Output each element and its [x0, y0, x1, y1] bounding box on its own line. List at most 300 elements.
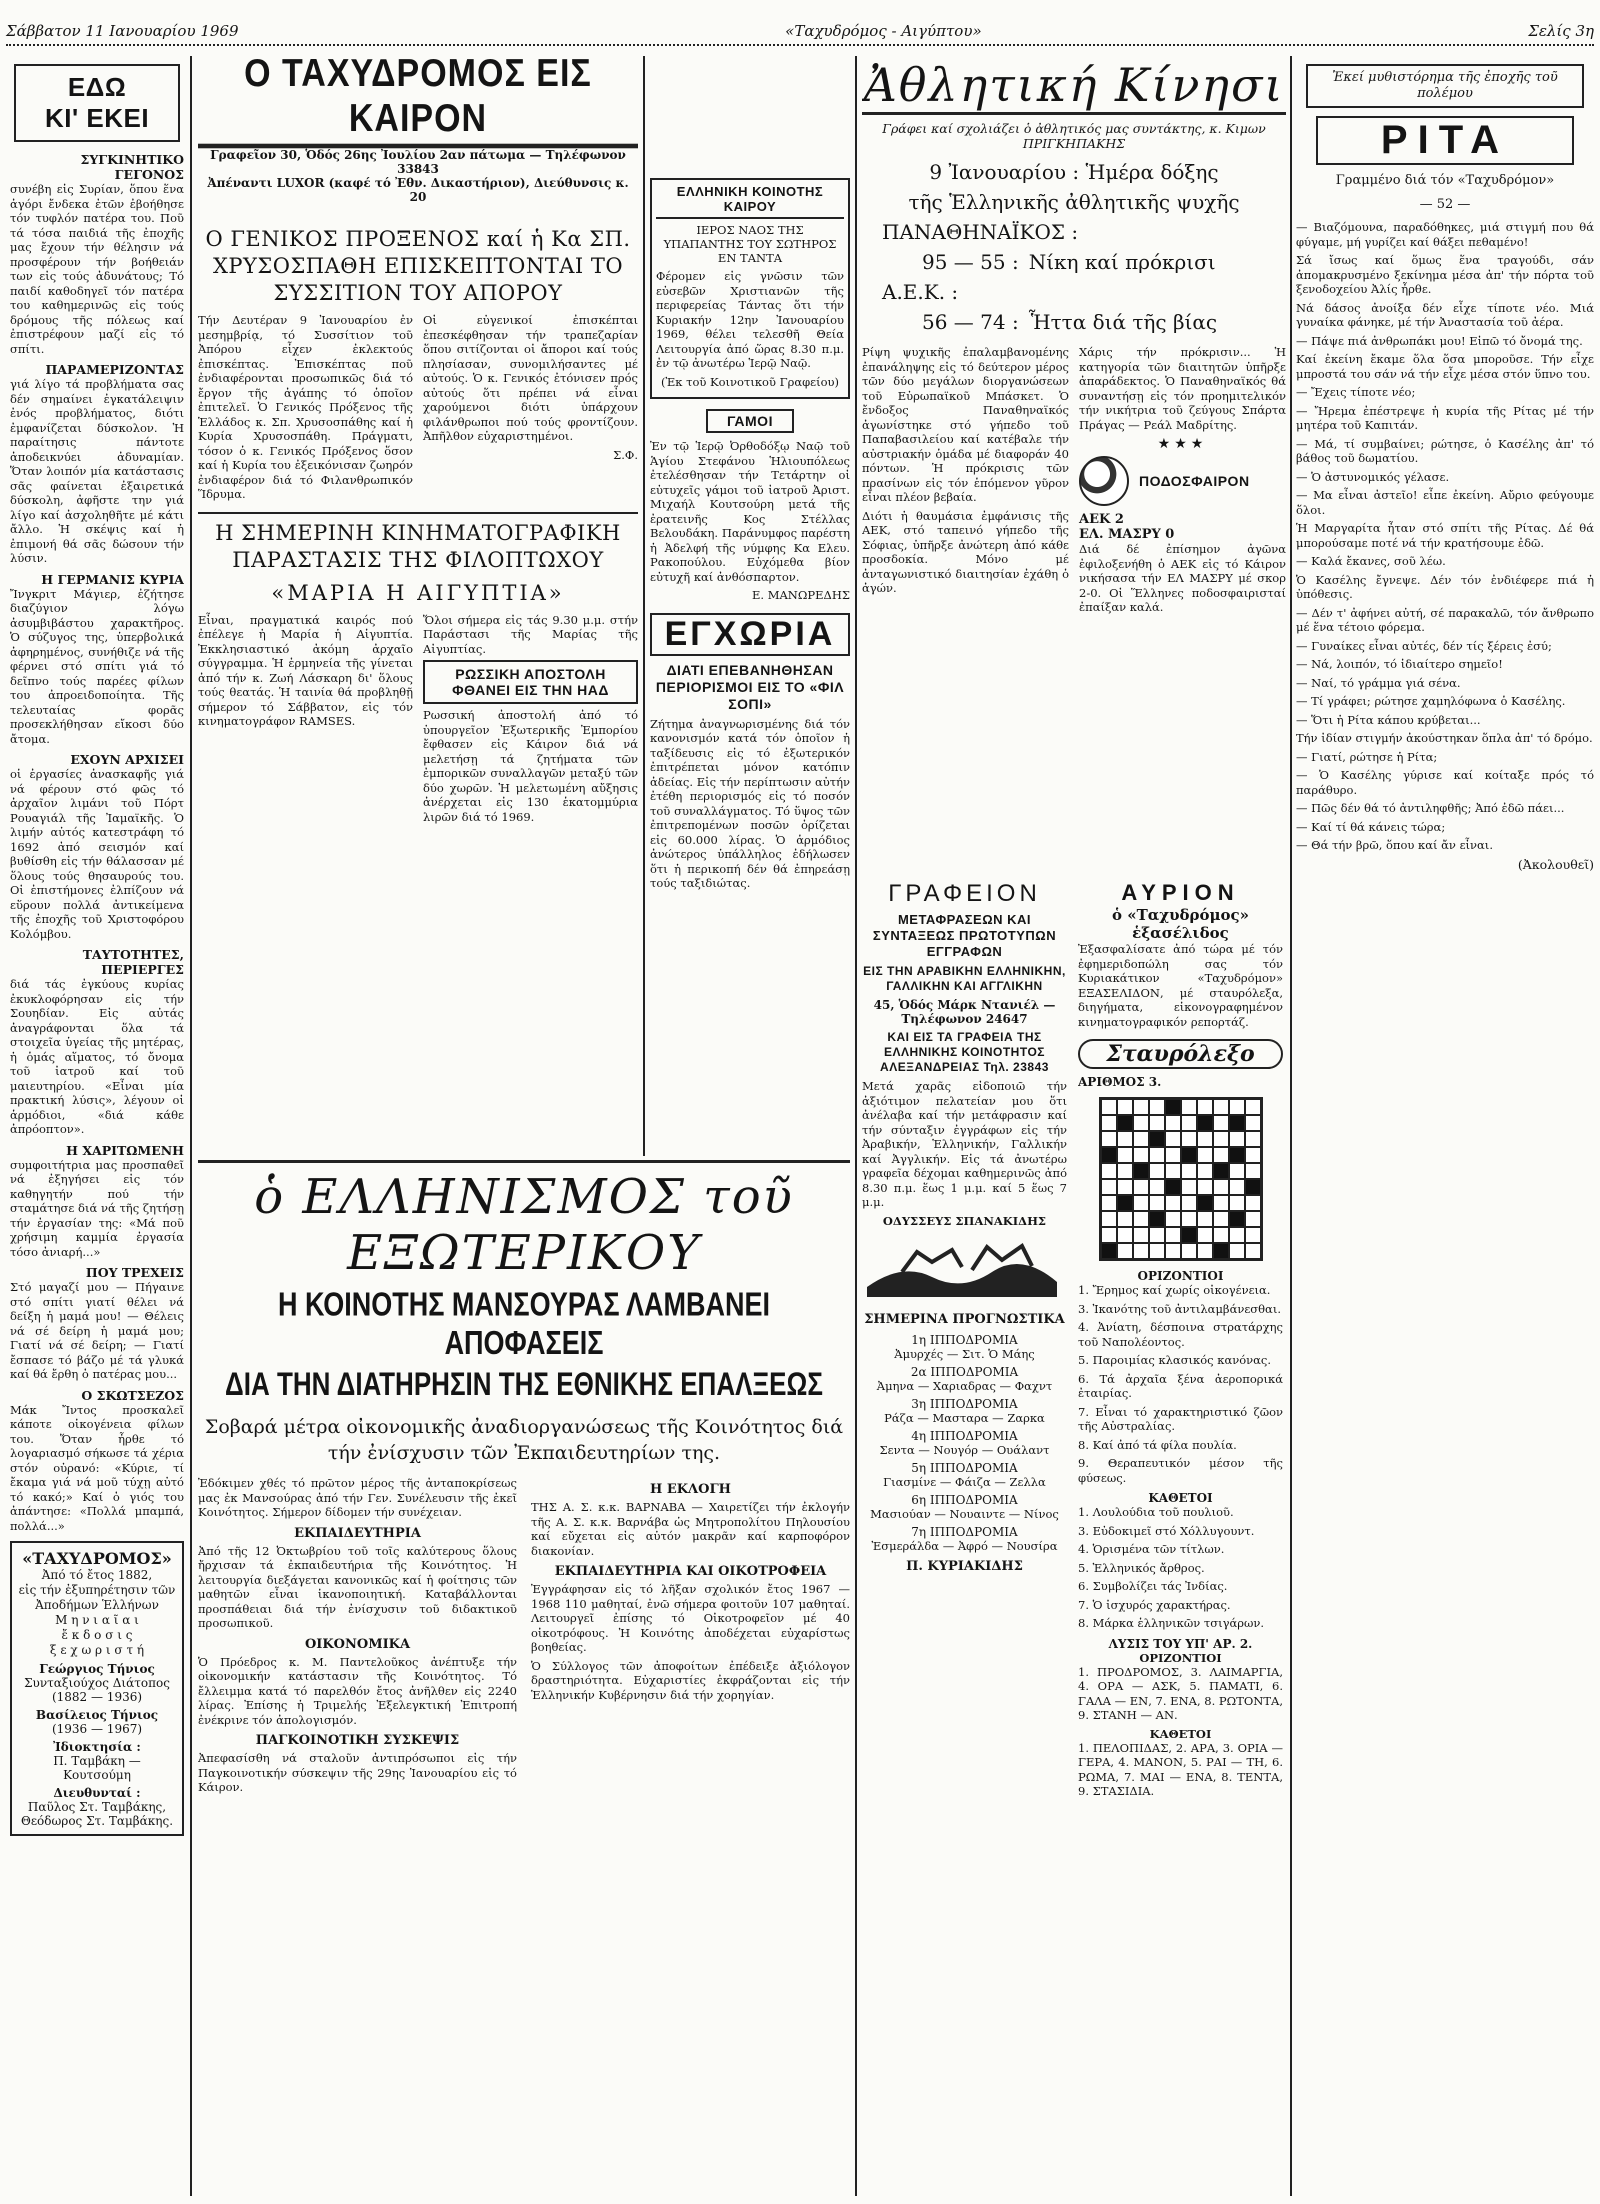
column-translations: [862, 880, 1067, 2180]
novel-paragraph: — Ἔχεις τίποτε νέο;: [1296, 385, 1416, 399]
crossword-white-cell: [1117, 1243, 1133, 1259]
crossword-black-cell: [1165, 1099, 1181, 1115]
brief-heading: Η ΧΑΡΙΤΩΜΕΝΗ: [66, 1142, 184, 1158]
mansoura-subheading: ΠΑΓΚΟΙΝΟΤΙΚΗ ΣΥΣΚΕΨΙΣ: [255, 1733, 460, 1748]
crossword-white-cell: [1165, 1211, 1181, 1227]
race-predictions: [862, 1333, 1067, 1553]
info-box-line: Ἀπό τό ἔτος 1882,: [41, 1568, 153, 1582]
owner-label: Ἰδιοκτησία :: [53, 1740, 141, 1754]
crossword-white-cell: [1117, 1163, 1133, 1179]
crossword-white-cell: [1245, 1211, 1261, 1227]
race-picks: Ἀμηνα — Χαριαδρας — Φαχντ: [876, 1379, 1053, 1393]
crossword-white-cell: [1117, 1227, 1133, 1243]
horizontal-clue: 7. Εἶναι τό χαρακτηριστικό ζῶον τῆς Αὐστραλίας.: [1078, 1404, 1283, 1433]
novel-paragraph: — Πάψε πιά ἀνθρωπάκι μου! Εἰπῶ τό ὄνομά της.: [1296, 333, 1583, 348]
avrion-subtitle: ὁ «Ταχυδρόμος»: [1111, 906, 1250, 924]
novel-continued: (Ἀκολουθεῖ): [1517, 856, 1594, 872]
crossword-white-cell: [1149, 1099, 1165, 1115]
crossword-white-cell: [1197, 1227, 1213, 1243]
headline-cinema-film: «ΜΑΡΙΑ Η ΑΙΓΥΠΤΙΑ»: [271, 580, 565, 605]
brief-text: οἱ ἐργασίες ἀνασκαφῆς γιά νά φέρουν στό φῶς τό ἀρχαῖον λιμάνι τοῦ Πόρτ Ρουαγιάλ τῆς Ἰαμαϊκῆς. Ὁ λιμήν αὐτός κατεστράφη τό 1692 ἀπό σεισμόν καί βυθίσθη εἰς τήν θάλασσαν μέ ὅλους τούς θησαυρούς του. Οἱ ἐπιστήμονες ἐλπίζουν νά εὕρουν πολλά ἀντικείμενα τῆς ἐποχῆς τοῦ Χριστοφόρου Κολόμβου.: [10, 767, 184, 941]
crossword-white-cell: [1149, 1115, 1165, 1131]
cairo-masthead: Ο ΤΑΧΥΔΡΟΜΟΣ ΕΙΣ ΚΑΙΡΟΝ: [198, 58, 638, 148]
mansoura-right-column: [531, 1476, 850, 1799]
race-picks: Σεντα — Νουγόρ — Ουάλαντ: [879, 1443, 1050, 1457]
race-label: 2α ΙΠΠΟΔΡΟΜΙΑ: [910, 1365, 1019, 1379]
community-notice: [650, 178, 850, 399]
eghoria-heading: ΕΓΧΩΡΙΑ: [650, 613, 850, 656]
mansoura-paragraph: Ἐγγράφησαν εἰς τό λῆξαν σχολικόν ἔτος 1967 — 1968 110 μαθηταί, ἐνῶ σήμερα φοιτοῦν 107 μαθηταί. Λειτουργεῖ ἐπίσης τό Οἰκοτροφεῖον μέ 40 οἰκοτρόφους. Ἡ Κοινότης ἀποδέχεται εὐχαρίστως βοηθείας.: [531, 1582, 850, 1654]
novel-intro-box: Ἐκεί μυθιστόρημα τῆς ἐποχῆς τοῦ πολέμου: [1306, 64, 1584, 108]
novel-paragraph: — Γυναίκες εἶναι αὐτές, δέν τίς ξέρεις ἐσύ;: [1296, 638, 1552, 653]
crossword-white-cell: [1101, 1115, 1117, 1131]
crossword-white-cell: [1213, 1179, 1229, 1195]
race-label: 7η ΙΠΠΟΔΡΟΜΙΑ: [911, 1525, 1018, 1539]
crossword-white-cell: [1149, 1243, 1165, 1259]
novel-paragraph: — Ὅτι ἡ Ρίτα κάπου κρύβεται...: [1296, 712, 1481, 727]
crossword-white-cell: [1213, 1147, 1229, 1163]
consul-article: [198, 313, 638, 506]
community-notice-head: ΕΛΛΗΝΙΚΗ ΚΟΙΝΟΤΗΣ ΚΑΙΡΟΥ: [656, 184, 844, 219]
column-rita-novel: [1296, 58, 1594, 2198]
info-box-lines: [18, 1568, 176, 1658]
crossword-white-cell: [1181, 1211, 1197, 1227]
crossword-white-cell: [1229, 1195, 1245, 1211]
race-picks: Μασιούαν — Νουαιντε — Νίνος: [870, 1507, 1059, 1521]
crossword-white-cell: [1165, 1115, 1181, 1131]
novel-paragraph: — Τί γράφει; ρώτησε χαμηλόφωνα ὁ Κασέλης.: [1296, 694, 1566, 708]
gamoi-text: Ἐν τῷ Ἱερῷ Ὀρθοδόξῳ Ναῷ τοῦ Ἁγίου Στεφάνου Ἡλιουπόλεως ἐτελέσθησαν τήν Τετάρτην οἱ εὐτυχεῖς γάμοι τοῦ ἰατροῦ Ἀριστ. Μιχαήλ Κουτσούρη μετά τῆς ἐρατεινῆς Κος Στέλλας Βελουδάκη. Παράνυμφος παρέστη ἡ Ἀδελφή τῆς νύμφης Κα Ελευ. Ρακοπούλου. Εὐχόμεθα βίον εὐτυχῆ καί ἀνθόσπαρτον.: [650, 439, 850, 584]
crossword-white-cell: [1229, 1227, 1245, 1243]
crossword-white-cell: [1245, 1099, 1261, 1115]
brief-text: συνέβη εἰς Συρίαν, ὅπου ἕνα ἀγόρι ἔνδεκα ἐτῶν ἐβοήθησε τόν τυφλόν πατέρα του. Ποῦ τά τόσα παιδιά τῆς ἐποχῆς μας ἔχουν τήν θέλησιν νά προσφέρουν τήν βοήθειάν των εἰς τούς ἀδυνάτους; Τό παιδί καθοδηγεῖ τόν πατέρα του καθημερινῶς εἰς τούς δρόμους τῆς πόλεως καί ἐπιστρέφουν μαζί εἰς τό σπίτι.: [10, 182, 184, 356]
info-box-line: ξ ε χ ω ρ ι σ τ ή: [49, 1643, 145, 1657]
mansoura-left-column: [198, 1476, 517, 1799]
solution-horizontal: 1. ΠΡΟΔΡΟΜΟΣ, 3. ΛΑΙΜΑΡΓΙΑ, 4. ΟΡΑ — ΑΣΚ, 5. ΠΑΜΑΤΙ, 6. ΓΑΛΑ — ΕΝ, 7. ΕΝΑ, 8. ΡΩΤΟΝΤΑ, 9. ΣΤΑΝΗ — ΑΝ.: [1078, 1664, 1283, 1722]
crossword-white-cell: [1245, 1163, 1261, 1179]
horizontal-clue: 1. Ἔρημος καί χωρίς οἰκογένεια.: [1078, 1283, 1271, 1297]
athletics-title: Ἀθλητική Κίνησι: [862, 58, 1286, 115]
crossword-white-cell: [1117, 1147, 1133, 1163]
crossword-white-cell: [1213, 1099, 1229, 1115]
column-rule: [643, 56, 645, 1156]
avrion-text: Ἐξασφαλίσατε ἀπό τώρα μέ τόν ἐφημεριδοπώλη σας τόν Κυριακάτικον «Ταχυδρόμον» ΕΞΑΣΕΛΙΔΟΝ, μέ σταυρόλεξα, διηγήματα, εἰκονογραφημένον κινηματογραφικόν ρεπορτάζ.: [1078, 942, 1283, 1029]
novel-paragraph: — Ὁ Κασέλης γύρισε καί κοίταξε πρός τό παράθυρο.: [1296, 768, 1594, 797]
novel-paragraph: — Ναί, τό γράμμα γιά σένα.: [1296, 675, 1461, 690]
crossword-black-cell: [1229, 1147, 1245, 1163]
column-edo-ki-ekei: [10, 58, 184, 2198]
crossword-black-cell: [1149, 1131, 1165, 1147]
second-director: Βασίλειος Τήνιος: [35, 1708, 159, 1722]
column-cairo: [198, 58, 638, 1198]
crossword-white-cell: [1117, 1179, 1133, 1195]
novel-subtitle: Γραμμένο διά τόν «Ταχυδρόμον»: [1335, 173, 1555, 188]
crossword-grid: [1099, 1097, 1263, 1261]
directors-names: Παῦλος Στ. Ταμβάκης, Θεόδωρος Στ. Ταμβάκης.: [20, 1800, 174, 1828]
crossword-white-cell: [1245, 1227, 1261, 1243]
crossword-black-cell: [1197, 1115, 1213, 1131]
crossword-white-cell: [1117, 1131, 1133, 1147]
crossword-black-cell: [1245, 1179, 1261, 1195]
crossword-white-cell: [1229, 1099, 1245, 1115]
page-header: [6, 18, 1594, 46]
brief-text: γιά λίγο τά προβλήματα σας δέν σημαίνει ἐγκατάλειψιν ἐνός προβλήματος, διότι ἐμφανίζεται δύσκολον. Ἡ παραίτησις πάντοτε ἀποδεικνύει ἀδυναμίαν. Ὅταν λοιπόν μία κατάστασις σᾶς φαίνεται ἐξαιρετικά δύσκολη, ἀφῆστε την γιά λίγο καί ἀσχοληθῆτε μέ κάτι ἄλλο. Ἡ σκέψις καί ἡ ἐπιμονή θά σᾶς δώσουν τήν λύσιν.: [10, 377, 184, 565]
crossword-white-cell: [1149, 1163, 1165, 1179]
crossword-white-cell: [1101, 1163, 1117, 1179]
avrion-six-pages: ἑξασέλιδος: [1132, 924, 1229, 942]
athletics-byline: Γράφει καί σχολιάζει ὁ ἀθλητικός μας συντάκτης, κ. Κιμων ΠΡΙΓΚΗΠΑΚΗΣ: [882, 121, 1266, 151]
cinema-text: Εἶναι, πραγματικά καιρός πού ἐπέλεγε ἡ Μαρία ἡ Αἰγυπτία. Ἐκκλησιαστικό ἀκόμη ἀρχαῖο σύγγραμμα. Ἡ ἑρμηνεία τῆς γίνεται ἀπό τήν κ. Ζωή Λάσκαρη δι' ὅλους τούς θεατάς. Ἡ ταινία θά προβληθῇ σήμερον τό Σάββατον, εἰς τόν κινηματογράφον RAMSES.: [198, 612, 413, 728]
horizontal-title: ΟΡΙΖΟΝΤΙΟΙ: [1137, 1269, 1224, 1283]
football-heading: [1079, 456, 1286, 506]
novel-paragraph: — Καλά ἔκανες, σοῦ λέω.: [1296, 554, 1446, 568]
crossword-white-cell: [1101, 1227, 1117, 1243]
cinema-article: [198, 613, 638, 829]
aek-score: 56 — 74 :: [922, 310, 1019, 334]
athletics-text: Ρίψη ψυχικῆς ἐπαλαμβανομένης ἐπανάληψης εἰς τό δεύτερον μέρος τῶν δύο μεγάλων διοργανώσεων τοῦ Εὐρωπαϊκοῦ Μπάσκετ. Ὁ ἔνδοξος Παναθηναϊκός ἀγωνίστηκε στό γήπεδο τοῦ Παπαβασιλείου καί κατέβαλε τήν αὐστριακήν ὁμάδα μέ διαφοράν 40 πόντων. Ἡ πρόκρισις τῶν πρασίνων εἰς τόν ἑπόμενον γῦρον εἶναι πλέον βεβαία.: [862, 345, 1069, 504]
russian-mission-head: ΡΩΣΣΙΚΗ ΑΠΟΣΤΟΛΗ ΦΘΑΝΕΙ ΕΙΣ ΤΗΝ ΗΑΔ: [423, 660, 638, 704]
brief-text: διά τάς ἐγκύους κυρίας ἐκυκλοφόρησαν εἰς τήν Σουηδίαν. Εἰς αὐτάς ἀναγράφονται ὅλα τά στοιχεῖα ὑγείας τῆς μητέρας, ἡ ὁμάς αἵματος, τό ὄνομα τοῦ ἰατροῦ καί τοῦ μαιευτηρίου. «Εἶναι μία πρακτική λύσις», λέγουν οἱ ἁρμόδιοι, «διά κάθε ἀπρόοπτον».: [10, 977, 184, 1136]
novel-text: [1296, 220, 1594, 853]
crossword-white-cell: [1149, 1147, 1165, 1163]
race-picks: Ράζα — Μασταρα — Ζαρκα: [884, 1411, 1045, 1425]
brief-heading: ΤΑΥΤΟΤΗΤΕΣ, ΠΕΡΙΕΡΓΕΣ: [82, 947, 184, 977]
crossword-white-cell: [1197, 1147, 1213, 1163]
info-box-line: εἰς τήν ἐξυπηρέτησιν τῶν: [18, 1583, 176, 1597]
issue-date: Σάββατον 11 Ιανουαρίου 1969: [6, 22, 239, 40]
avrion-title: ΑΥΡΙΟΝ: [1121, 880, 1240, 905]
novel-paragraph: — Νά, λοιπόν, τό ἰδιαίτερο σημεῖο!: [1296, 657, 1503, 671]
crossword-white-cell: [1165, 1195, 1181, 1211]
mansoura-paragraph: Ἀπεφασίσθη νά σταλοῦν ἀντιπρόσωποι εἰς τήν Παγκοινοτικήν σύσκεψιν τῆς 29ης Ἰανουαρίου εἰς τό Κάιρον.: [198, 1751, 517, 1794]
crossword-black-cell: [1117, 1115, 1133, 1131]
vertical-title: ΚΑΘΕΤΟΙ: [1148, 1491, 1213, 1505]
gamoi-heading: ΓΑΜΟΙ: [706, 409, 794, 433]
crossword-white-cell: [1197, 1243, 1213, 1259]
owner-name: Π. Ταμβάκη — Κουτσούμη: [53, 1754, 141, 1782]
novel-paragraph: Νά δάσος ἀνοίξα δέν εἶχε τίποτε νέο. Μιά γυναίκα φάνηκε, μέ τήν Ἀναστασία τοῦ ἀέρα.: [1296, 300, 1594, 329]
brief-text: Μάκ Ἴντος προσκαλεῖ κάποτε οἰκογένεια φίλων του. Ὅταν ἦρθε τό λογαριασμό σήκωσε τά χέρια στόν οὐρανό: «Κύριε, τί ἔκαμα γιά νά μοῦ τύχῃ αὐτό τό κακό;» Καί ὁ γιός του ἀπάντησε: «Πολλά μπαμπά, πολλά...»: [10, 1402, 184, 1533]
crossword-white-cell: [1149, 1195, 1165, 1211]
panathinaikos-outcome: Νίκη καί πρόκρισι: [1028, 250, 1216, 274]
vertical-clue: 3. Εὐδοκιμεῖ στό Χόλλυγουντ.: [1078, 1523, 1255, 1538]
vertical-clue: 5. Ἑλληνικός ἄρθρος.: [1078, 1560, 1205, 1575]
mansoura-subheading: ΟΙΚΟΝΟΜΙΚΑ: [304, 1636, 411, 1652]
novel-paragraph: — Πῶς δέν θά τό ἀντιληφθῆς; Ἀπό ἐδῶ πάει...: [1296, 801, 1565, 815]
crossword-number: ΑΡΙΘΜΟΣ 3.: [1078, 1075, 1162, 1089]
aek-outcome: Ἧττα διά τῆς βίας: [1028, 310, 1218, 334]
crossword-white-cell: [1213, 1195, 1229, 1211]
race-label: 6η ΙΠΠΟΔΡΟΜΙΑ: [911, 1493, 1018, 1507]
crossword-white-cell: [1133, 1179, 1149, 1195]
crossword-black-cell: [1229, 1211, 1245, 1227]
info-box-line: Ἀποδήμων Ἑλλήνων: [35, 1598, 159, 1612]
crossword-white-cell: [1165, 1131, 1181, 1147]
eghoria-headline: ΔΙΑΤΙ ΕΠΕΒΑΝΗΘΗΣΑΝ ΠΕΡΙΟΡΙΣΜΟΙ ΕΙΣ ΤΟ «ΦΙΛ ΣΟΠΙ»: [655, 661, 845, 712]
column-rule: [855, 56, 857, 2196]
horizontal-clue: 8. Καί ἀπό τά φίλα πουλία.: [1078, 1437, 1237, 1452]
brief-heading: Ο ΣΚΩΤΣΕΖΟΣ: [81, 1387, 184, 1403]
vertical-clue: 8. Μάρκα ἑλληνικῶν τσιγάρων.: [1078, 1616, 1265, 1630]
crossword-white-cell: [1181, 1115, 1197, 1131]
headline-cinema: Η ΣΗΜΕΡΙΝΗ ΚΙΝΗΜΑΤΟΓΡΑΦΙΚΗ ΠΑΡΑΣΤΑΣΙΣ ΤΗΣ ΦΙΛΟΠΤΩΧΟΥ: [215, 520, 621, 572]
separator-stars: ★★★: [1157, 436, 1208, 452]
crossword-white-cell: [1165, 1243, 1181, 1259]
panathinaikos-score: 95 — 55 :: [922, 250, 1019, 274]
column-community: [650, 58, 850, 1158]
horizontal-clue: 5. Παροιμίας κλασικός κανόνας.: [1078, 1353, 1271, 1367]
edo-items: [10, 152, 184, 1533]
crossword-black-cell: [1213, 1163, 1229, 1179]
crossword-white-cell: [1165, 1163, 1181, 1179]
novel-paragraph: — Καί τί θά κάνεις τώρα;: [1296, 819, 1446, 834]
crossword-white-cell: [1181, 1163, 1197, 1179]
novel-paragraph: — Δέν τ' ἀφήνει αὐτή, σέ παρακαλῶ, τόν ἄνθρωπο μέ ἕνα τέτοιο φόρεμα.: [1296, 605, 1594, 634]
novel-paragraph: — Γιατί, ρώτησε ἡ Ρίτα;: [1296, 749, 1438, 764]
grafeio-text: Μετά χαρᾶς εἰδοποιῶ τήν ἀξιότιμον πελατείαν μου ὅτι ἀνέλαβα καί τήν μετάφρασιν καί τήν σύνταξιν ἐγγράφων εἰς τήν Ἀραβικήν, Ἑλληνικήν, Γαλλικήν καί Ἀγγλικήν. Εἰς τά ἀνωτέρω γραφεῖα δέχομαι καθημερινῶς ἀπό 8.30 π.μ. ἕως 1 μ.μ. καί 5 ἕως 7 μ.μ.: [862, 1079, 1067, 1209]
football-score-aek: ΑΕΚ 2: [1079, 512, 1124, 527]
crossword-white-cell: [1181, 1099, 1197, 1115]
brief-text: συμφοιτήτρια μας προσπαθεῖ νά ἐξηγήσει εἰς τόν καθηγητήν πού τήν σταμάτησε διά νά τῆς ζητήσῃ τήν ἐργασίαν της: «Μά ποῦ χρήσιμη καμμία ἐργασία τόσο ἀνιαρή...»: [10, 1157, 184, 1259]
taxydromos-info-box: [10, 1541, 184, 1836]
aek-result: [862, 307, 1286, 337]
novel-paragraph: — Μα εἶναι ἀστεῖο! εἶπε ἐκείνη. Αὔριο φεύγουμε ὅλοι.: [1296, 488, 1594, 517]
grafeio-address: 45, Ὁδός Μάρκ Ντανιέλ — Τηλέφωνον 24647: [873, 998, 1056, 1026]
crossword-white-cell: [1133, 1131, 1149, 1147]
russian-mission-text: Ρωσσική ἀποστολή ἀπό τό ὑπουργεῖον Ἐξωτερικῆς Ἐμπορίου ἔφθασεν εἰς Κάιρον διά νά μελετήσῃ τά ζητήματα τῶν ἐμπορικῶν συναλλαγῶν μεταξύ τῶν δύο χωρῶν. Ἡ μελετωμένη αὔξησις ἀνέρχεται εἰς 130 ἑκατομμύρια λιρῶν διά τό 1969.: [423, 708, 638, 824]
panathinaikos-label: ΠΑΝΑΘΗΝΑΪΚΟΣ :: [882, 220, 1079, 244]
football-icon: [1079, 456, 1129, 506]
crossword-white-cell: [1133, 1243, 1149, 1259]
race-label: 3η ΙΠΠΟΔΡΟΜΙΑ: [911, 1397, 1018, 1411]
crossword-white-cell: [1229, 1179, 1245, 1195]
crossword-white-cell: [1197, 1211, 1213, 1227]
mansoura-subheading: Η ΕΚΛΟΓΗ: [650, 1482, 731, 1497]
crossword-white-cell: [1165, 1147, 1181, 1163]
mansoura-paragraph: Ἀπό τῆς 12 Ὀκτωβρίου τοῦ τοῖς καλύτερους ὅλους ἤρχισαν τά ἐκπαιδευτήρια τῆς Κοινότητος. Ἡ λειτουργία διεξάγεται κανονικῶς καί ἡ φοίτησις τῶν μαθητῶν εἶναι ἱκανοποιητική. Καταβάλλονται προσπάθειαι διά τήν ἐνίσχυσιν τοῦ διδακτικοῦ προσωπικοῦ.: [198, 1543, 517, 1630]
solution-horizontal-title: ΟΡΙΖΟΝΤΙΟΙ: [1139, 1650, 1222, 1665]
mansoura-subheading: ΕΚΠΑΙΔΕΥΤΗΡΙΑ ΚΑΙ ΟΙΚΟΤΡΟΦΕΙΑ: [554, 1564, 827, 1579]
column-rule: [1290, 56, 1292, 2196]
crossword-white-cell: [1181, 1195, 1197, 1211]
grafeio-title: ΓΡΑΦΕΙΟΝ: [888, 880, 1041, 907]
novel-paragraph: — Μά, τί συμβαίνει; ρώτησε, ὁ Κασέλης ἀπ' τό βάθος τοῦ δωματίου.: [1296, 436, 1594, 465]
panathinaikos-result: [862, 247, 1286, 277]
crossword-black-cell: [1165, 1179, 1181, 1195]
hellenism-banner: ὁ ΕΛΛΗΝΙΣΜΟΣ τοῦ ΕΞΩΤΕΡΙΚΟΥ: [254, 1169, 794, 1281]
crossword-white-cell: [1245, 1243, 1261, 1259]
headline-consul: Ο ΓΕΝΙΚΟΣ ΠΡΟΞΕΝΟΣ καί ἡ Κα ΣΠ. ΧΡΥΣΟΣΠΑΘΗ ΕΠΙΣΚΕΠΤΟΝΤΑΙ ΤΟ ΣΥΣΣΙΤΙΟΝ ΤΟΥ ΑΠΟΡΟΥ: [205, 227, 631, 305]
horizontal-clue: 9. Θεραπευτικόν μέσον τῆς φύσεως.: [1078, 1456, 1283, 1485]
horizontal-clue: 3. Ἰκανότης τοῦ ἀντιλαμβάνεσθαι.: [1078, 1301, 1281, 1316]
athletics-headline-2: τῆς Ἑλληνικῆς ἀθλητικῆς ψυχῆς: [908, 190, 1240, 214]
second-years: (1936 — 1967): [51, 1722, 143, 1736]
novel-episode: — 52 —: [1419, 197, 1471, 212]
crossword-white-cell: [1213, 1131, 1229, 1147]
horse-race-illustration: [862, 1232, 1062, 1302]
grafeio-community: ΚΑΙ ΕΙΣ ΤΑ ΓΡΑΦΕΙΑ ΤΗΣ ΕΛΛΗΝΙΚΗΣ ΚΟΙΝΟΤΗΤΟΣ ΑΛΕΞΑΝΔΡΕΙΑΣ Τηλ. 23843: [880, 1030, 1049, 1074]
crossword-black-cell: [1181, 1227, 1197, 1243]
football-title: ΠΟΔΟΣΦΑΙΡΟΝ: [1139, 473, 1250, 489]
crossword-white-cell: [1133, 1195, 1149, 1211]
vertical-clues: [1078, 1505, 1283, 1631]
consul-text-a: Τήν Δευτέραν 9 Ἰανουαρίου ἐν μεσημβρίᾳ, τό Συσσίτιον τοῦ Ἀπόρου εἶχεν ἐκλεκτούς ἐπισκέπτας. Ἐπισκέπτας ποῦ ἐνδιαφέρονται προσωπικῶς διά τό ἔργον τῆς ἀγάπης τό ὁποῖον ἐπιτελεῖ. Ὁ Γενικός Πρόξενος τῆς Ἑλλάδος κ. Σπ. Χρυσοσπάθης καί ἡ Κυρία Χρυσοσπάθη. Πράγματι, τόσον ὁ κ. Γενικός Πρόξενος ὅσον καί ἡ Κυρία του ἐξεικόνισαν ζωηρόν ἐνδιαφέρον διά τό Φιλανθρωπικόν Ἵδρυμα.: [198, 313, 413, 501]
mansoura-paragraph: Ἐδόκιμεν χθές τό πρῶτον μέρος τῆς ἀνταποκρίσεως μας ἐκ Μανσούρας ἀπό τήν Γεν. Συνέλευσιν τῆς ἐκεῖ Κοινότητος. Σήμερον δίδομεν τήν συνέχειαν.: [198, 1476, 517, 1519]
crossword-white-cell: [1197, 1131, 1213, 1147]
crossword-white-cell: [1213, 1227, 1229, 1243]
brief-heading: ΠΑΡΑΜΕΡΙΖΟΝΤΑΣ: [45, 362, 184, 377]
solution-vertical: 1. ΠΕΛΟΠΙΔΑΣ, 2. ΑΡΑ, 3. ΟΡΙΑ — ΓΕΡΑ, 4. ΜΑΝΟΝ, 5. ΡΑΙ — ΤΗ, 6. ΡΩΜΑ, 7. ΜΑΙ — ΕΝΑ, 8. ΤΕΝΤΑ, 9. ΣΤΑΣΙΔΙΑ.: [1078, 1740, 1283, 1798]
vertical-clue: 6. Συμβολίζει τάς Ἰνδίας.: [1078, 1579, 1228, 1593]
community-notice-text: Φέρομεν εἰς γνῶσιν τῶν εὐσεβῶν Χριστιανῶν τῆς περιφερείας Τάντας ὅτι τήν Κυριακήν 12ην Ἰανουαρίου 1969, θέλει τελεσθῆ Θεία Λειτουργία ἀπό ὥρας 8.30 π.μ. ἐν τῷ ἀνωτέρω Ἱερῷ Ναῷ.: [656, 269, 844, 370]
brief-text: Ἴνγκριτ Μάγιερ, ἐζήτησε διαζύγιον λόγω ἀσυμβιβάστου χαρακτῆρος. Ὁ σύζυγος της, ὑπερβολικά ἀφηρημένος, συνήθιζε νά τῆς φέρνει στό σπίτι γιά τό δεῖπνο τούς παρέες φίλων του ἀπροειδοποίητα. Τῆς τελευταίας φορᾶς προσεκλήθησαν εἴκοσι δύο ἄτομα.: [10, 586, 184, 746]
race-picks: Γιασμίνε — Φάιζα — Ζελλα: [883, 1475, 1046, 1489]
crossword-white-cell: [1245, 1115, 1261, 1131]
brief-heading: Η ΓΕΡΜΑΝΙΣ ΚΥΡΙΑ: [41, 571, 184, 587]
crossword-white-cell: [1101, 1099, 1117, 1115]
page-number: Σελίς 3η: [1528, 22, 1594, 40]
community-notice-sub: ΙΕΡΟΣ ΝΑΟΣ ΤΗΣ ΥΠΑΠΑΝΤΗΣ ΤΟΥ ΣΩΤΗΡΟΣ ΕΝ ΤΑΝΤΑ: [663, 223, 837, 265]
vertical-clue: 1. Λουλούδια τοῦ πουλιοῦ.: [1078, 1505, 1234, 1519]
crossword-white-cell: [1117, 1211, 1133, 1227]
crossword-black-cell: [1229, 1115, 1245, 1131]
crossword-white-cell: [1213, 1115, 1229, 1131]
crossword-white-cell: [1181, 1131, 1197, 1147]
solution-vertical-title: ΚΑΘΕΤΟΙ: [1149, 1726, 1212, 1741]
crossword-black-cell: [1117, 1195, 1133, 1211]
info-box-line: ἔ κ δ ο σ ι ς: [61, 1628, 133, 1642]
crossword-white-cell: [1133, 1147, 1149, 1163]
novel-paragraph: Ἡ Μαργαρίτα ἦταν στό σπίτι τῆς Ρίτας. Δέ θά μπορούσαμε ποτέ νά τήν κρατήσουμε ἐδῶ.: [1296, 521, 1594, 550]
crossword-white-cell: [1165, 1227, 1181, 1243]
consul-text-b: Οἱ εὐγενικοί ἐπισκέπται ἐπεσκέφθησαν τήν τραπεζαρίαν ὅπου σιτίζονται οἱ ἄποροι καί τούς πλησίασαν, συνομιλήσαντες μέ αὐτούς. Ὁ κ. Γενικός ἐτόνισεν πρός αὐτούς ὅτι πρέπει νά εἶναι χαρούμενοι διότι ὑπάρχουν φιλάνθρωποι πού τούς φροντίζουν. Ἀπῆλθον εὐχαριστημένοι.: [423, 313, 638, 443]
athletics-text-3: Χάρις τήν πρόκρισιν... Ἡ κατηγορία τῶν διαιτητῶν ὑπῆρξε ἀπαράδεκτος. Ὁ Παναθηναϊκός θά συναντήσῃ εἰς τόν προημιτελικόν τήν νικήτρια τοῦ ζεύγους Σπάρτα Πράγας — Ρεάλ Μαδρίτης.: [1079, 345, 1286, 432]
novel-paragraph: — Βιαζόμουνα, παραδόθηκες, μιά στιγμή που θά φύγαμε, μή γυρίζει καί θάξει πεθαμένο!: [1296, 220, 1594, 249]
founder-name: Γεώργιος Τήνιος: [39, 1662, 155, 1676]
novel-paragraph: — Ἤρεμα ἐπέστρεψε ἡ κυρία τῆς Ρίτας μέ τήν μητέρα τοῦ Καπιτάν.: [1296, 403, 1594, 432]
crossword-black-cell: [1213, 1243, 1229, 1259]
athletics-text-2: Διότι ἡ θαυμάσια ἐμφάνισις τῆς ΑΕΚ, στό ταπεινό γήπεδο τῆς Σόφιας, ὑπῆρξε ἀνώτερη ἀπό κάθε προσδοκία. Μόνο μέ ἀνταγωνιστικό διαιτησίαν ἐχάθη ὁ ἀγών.: [862, 508, 1069, 595]
crossword-white-cell: [1101, 1195, 1117, 1211]
grafeio-languages: ΕΙΣ ΤΗΝ ΑΡΑΒΙΚΗΝ ΕΛΛΗΝΙΚΗΝ, ΓΑΛΛΙΚΗΝ ΚΑΙ ΑΓΓΛΙΚΗΝ: [863, 964, 1066, 993]
crossword-white-cell: [1133, 1115, 1149, 1131]
crossword-white-cell: [1181, 1179, 1197, 1195]
crossword-white-cell: [1149, 1227, 1165, 1243]
grafeio-heading: ΜΕΤΑΦΡΑΣΕΩΝ ΚΑΙ ΣΥΝΤΑΞΕΩΣ ΠΡΩΤΟΤΥΠΩΝ ΕΓΓΡΑΦΩΝ: [872, 912, 1057, 959]
mansoura-paragraph: Ὁ Σύλλογος τῶν ἀποφοίτων ἐπέδειξε ἀξιόλογον δραστηριότητα. Εὐχαριστίες ἐκφράζονται εἰς τήν Ἑλληνικήν Κυβέρνησιν διά τήν χορηγίαν.: [531, 1658, 850, 1702]
mansoura-paragraph: ΤΗΣ Α. Σ. κ.κ. ΒΑΡΝΑΒΑ — Χαιρετίζει τήν ἐκλογήν τῆς Α. Σ. κ.κ. Βαρνάβα ὡς Μητροπολίτου Πηλουσίου καί εὔχεται εἰς αὐτόν μακρᾶν καί καρποφόρον διακονίαν.: [531, 1500, 850, 1558]
crossword-white-cell: [1181, 1243, 1197, 1259]
crossword-white-cell: [1213, 1211, 1229, 1227]
athletics-headline: 9 Ἰανουαρίου : Ἡμέρα δόξης: [929, 160, 1219, 184]
predictions-signature: Π. ΚΥΡΙΑΚΙΔΗΣ: [906, 1559, 1023, 1574]
crossword-black-cell: [1101, 1147, 1117, 1163]
crossword-black-cell: [1133, 1163, 1149, 1179]
founder-role: Συνταξιούχος Διάτοπος: [24, 1676, 170, 1690]
vertical-clue: 4. Ὁρισμένα τῶν τίτλων.: [1078, 1542, 1225, 1556]
novel-paragraph: Σά ἴσως καί ὅμως ἕνα τραγούδι, σάν ἀπομακρυσμένο ξεκίνημα μέσα ἀπ' τήν πόρτα τοῦ ξενοδοχείου Ἀλίς ἦρθε.: [1296, 253, 1594, 296]
paper-name: «Ταχυδρόμος - Αιγύπτου»: [785, 22, 982, 40]
horizontal-clue: 4. Ἀνίατη, δέσποινα στρατάρχης τοῦ Ναπολέοντος.: [1078, 1320, 1283, 1349]
edo-ki-ekei-title: ΕΔΩ ΚΙ' ΕΚΕΙ: [14, 64, 180, 142]
novel-paragraph: Καί ἐκείνη ἔκαμε ὅλα ὅσα μποροῦσε. Τήν εἶχε μπροστά του σάν νά τήν εἶχε μέσα στόν ὕπνο του.: [1296, 352, 1594, 381]
mansoura-headline: Η ΚΟΙΝΟΤΗΣ ΜΑΝΣΟΥΡΑΣ ΛΑΜΒΑΝΕΙ ΑΠΟΦΑΣΕΙΣ: [277, 1285, 771, 1362]
vertical-clue: 7. Ὁ ἰσχυρός χαρακτήρας.: [1078, 1597, 1231, 1612]
horizontal-clues: [1078, 1283, 1283, 1485]
crossword-white-cell: [1101, 1131, 1117, 1147]
crossword-white-cell: [1117, 1099, 1133, 1115]
brief-heading: ΠΟΥ ΤΡΕΧΕΙΣ: [85, 1265, 184, 1280]
crossword-white-cell: [1229, 1163, 1245, 1179]
column-rule: [190, 56, 192, 2196]
brief-text: Στό μαγαζί μου — Πήγαινε στό σπίτι γιατί θέλει νά δείξη ἡ μαμά μου! — Θέλεις νά σέ δείρη ἡ μαμά μου; Γιατί νά σέ δείρη; — Γιατί ἔσπασε τό βάζο μέ τά γλυκά καί θά ἔρθη ὁ πατέρας μου...: [10, 1280, 184, 1381]
hellenism-section: [198, 1160, 850, 2200]
crossword-white-cell: [1133, 1211, 1149, 1227]
crossword-white-cell: [1197, 1099, 1213, 1115]
crossword-white-cell: [1197, 1179, 1213, 1195]
info-box-line: Μ η ν ι α ῖ α ι: [55, 1613, 139, 1627]
crossword-white-cell: [1229, 1131, 1245, 1147]
crossword-white-cell: [1229, 1243, 1245, 1259]
cinema-text-b: Ὅλοι σήμερα εἰς τάς 9.30 μ.μ. στήν Παράστασι τῆς Μαρίας τῆς Αἰγυπτίας.: [423, 612, 638, 656]
mansoura-subheading: ΕΚΠΑΙΔΕΥΤΗΡΙΑ: [294, 1525, 421, 1541]
crossword-white-cell: [1149, 1179, 1165, 1195]
crossword-black-cell: [1197, 1195, 1213, 1211]
solution-title: ΛΥΣΙΣ ΤΟΥ ΥΠ' ΑΡ. 2.: [1108, 1636, 1253, 1651]
column-crossword: [1078, 880, 1283, 2190]
masthead-address-2: Ἀπέναντι LUXOR (καφέ τό Ἐθν. Δικαστήριον), Διεύθυνσις κ. 20: [207, 176, 629, 204]
gamoi-signature: Ε. ΜΑΝΩΡΕΔΗΣ: [752, 588, 850, 602]
aek-label: Α.Ε.Κ. :: [882, 280, 959, 304]
grafeio-signature: ΟΔΥΣΣΕΥΣ ΣΠΑΝΑΚΙΔΗΣ: [882, 1213, 1047, 1228]
crossword-white-cell: [1133, 1099, 1149, 1115]
eghoria-text: Ζήτημα ἀναγνωρισμένης διά τόν κανονισμόν κατά τόν ὁποῖον ἡ ταξίδευσις εἰς τό ἐξωτερικόν ἐπιτρέπεται μόνον κατόπιν ἀδείας. Εἰς τήν περίπτωσιν αὐτήν ἐτέθη περιορισμός εἰς τό ποσόν τοῦ συναλλάγματος. Τό ὕψος τῶν ἐπιτρεπομένων ποσῶν ὁρίζεται εἰς 60.000 λίρας. Ὁ ἁρμόδιος ἀνώτερος ὑπάλληλος ἐδήλωσεν ὅτι ἡ περικοπή δέν θά ἐπηρεάσῃ τούς ταξιδιώτας.: [650, 716, 850, 890]
community-notice-sign: (Ἐκ τοῦ Κοινοτικοῦ Γραφείου): [660, 374, 840, 389]
mansoura-headline-2: ΔΙΑ ΤΗΝ ΔΙΑΤΗΡΗΣΙΝ ΤΗΣ ΕΘΝΙΚΗΣ ΕΠΑΛΞΕΩΣ: [225, 1365, 823, 1403]
crossword-black-cell: [1149, 1211, 1165, 1227]
football-score-masry: ΕΛ. ΜΑΣΡΥ 0: [1079, 527, 1175, 542]
novel-title-rita: ΡΙΤΑ: [1316, 116, 1574, 165]
column-athletics: [862, 58, 1286, 878]
athletics-article: [862, 345, 1286, 619]
brief-heading: ΕΧΟΥΝ ΑΡΧΙΣΕΙ: [70, 752, 184, 767]
brief-heading: ΣΥΓΚΙΝΗΤΙΚΟ ΓΕΓΟΝΟΣ: [80, 152, 184, 182]
crossword-white-cell: [1101, 1179, 1117, 1195]
crossword-logo: Σταυρόλεξο: [1078, 1039, 1283, 1069]
race-label: 1η ΙΠΠΟΔΡΟΜΙΑ: [911, 1333, 1018, 1347]
masthead-address: Γραφεῖον 30, Ὁδός 26ης Ἰουλίου 2αν πάτωμα — Τηλέφωνον 33843: [210, 148, 626, 176]
football-text: Διά δέ ἐπίσημον ἀγῶνα ἐφιλοξενήθη ὁ ΑΕΚ εἰς τό Κάιρον νικήσασα τήν ΕΛ ΜΑΣΡΥ μέ σκορ 2-0. Οἱ Ἕλληνες ποδοσφαιρισταί ἐπαίξαν καλά.: [1079, 542, 1286, 614]
mansoura-article: [198, 1476, 850, 1799]
info-box-title: «ΤΑΧΥΔΡΟΜΟΣ»: [22, 1549, 172, 1568]
novel-paragraph: — Ὁ ἀστυνομικός γέλασε.: [1296, 469, 1450, 484]
crossword-white-cell: [1245, 1147, 1261, 1163]
crossword-black-cell: [1101, 1243, 1117, 1259]
race-picks: Ἀμυρχές — Σιτ. Ὁ Μάης: [894, 1347, 1035, 1361]
mansoura-paragraph: Ὁ Πρόεδρος κ. Μ. Παντελοῦκος ἀνέπτυξε τήν οἰκονομικήν κατάστασιν τῆς Κοινότητος. Τό ἔλλειμμα κατά τό παρελθόν ἔτος ἀνῆλθεν εἰς 2240 λίρας. Ἐπίσης ἡ Τριμελής Ἐξελεγκτική Ἐπιτροπή ἐνέκρινε τόν ἀπολογισμόν.: [198, 1654, 517, 1727]
consul-signature: Σ.Φ.: [613, 447, 638, 462]
novel-paragraph: Ὁ Κασέλης ἔγνεψε. Δέν τόν ἐνδιέφερε πιά ἡ ὑπόθεσις.: [1296, 572, 1594, 601]
crossword-white-cell: [1245, 1131, 1261, 1147]
directors-label: Διευθυνταί :: [53, 1786, 141, 1800]
predictions-title: ΣΗΜΕΡΙΝΑ ΠΡΟΓΝΩΣΤΙΚΑ: [864, 1312, 1065, 1327]
mansoura-subhead: Σοβαρά μέτρα οἰκονομικῆς ἀναδιοργανώσεως τῆς Κοινότητος διά τήν ἐνίσχυσιν τῶν Ἐκπαιδευτηρίων της.: [204, 1416, 844, 1464]
novel-paragraph: — Θά τήν βρῶ, ὅπου καί ἄν εἶναι.: [1296, 838, 1493, 852]
race-label: 4η ΙΠΠΟΔΡΟΜΙΑ: [911, 1429, 1018, 1443]
founder-years: (1882 — 1936): [51, 1690, 143, 1704]
crossword-white-cell: [1245, 1195, 1261, 1211]
crossword-white-cell: [1101, 1211, 1117, 1227]
